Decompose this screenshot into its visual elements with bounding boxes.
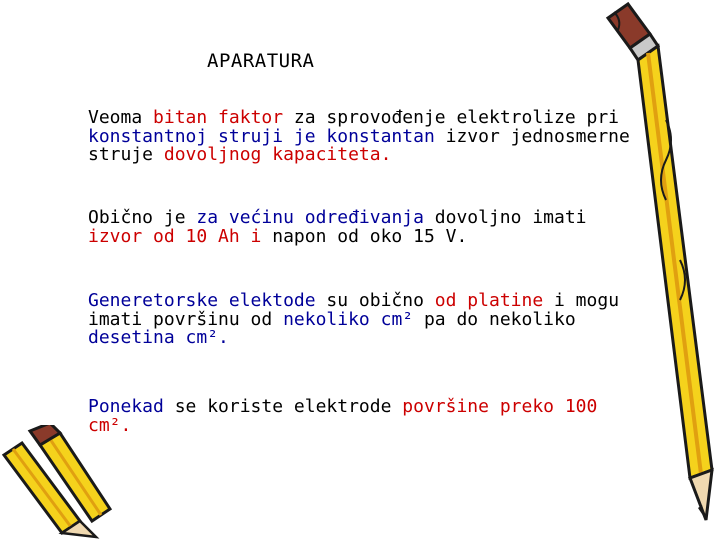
paragraph-3 [88,292,648,348]
paragraph-4 [88,398,648,435]
paragraph-1-part: bitan faktor [153,107,284,128]
paragraph-1-part: za sprovođenje elektrolize pri [283,107,620,128]
paragraph-1-part: Veoma [88,107,154,128]
paragraph-3-part: nekoliko cm² [283,308,414,330]
paragraph-1-part: dovoljnog kapaciteta. [163,144,392,165]
paragraph-1-part: konstantnoj struji je konstantan [88,125,435,147]
pencil-left-icon [0,425,115,540]
paragraph-2-part: Obično je [88,207,197,228]
paragraph-4-part: površine preko 100 cm². [88,396,598,436]
paragraph-1 [88,109,648,165]
paragraph-3-part: od platine [434,290,544,311]
paragraph-4-part: se koriste elektrode [163,396,403,417]
paragraph-2-part: za većinu određivanja [196,207,424,228]
slide-title: APARATURA [207,50,315,72]
paragraph-3-part: i mogu imati površinu od [88,290,620,330]
paragraph-2-part: izvor od 10 Ah i [88,225,262,247]
paragraph-2 [88,209,648,246]
paragraph-2-part: dovoljno imati [423,207,587,228]
paragraph-4-part: Ponekad [88,396,164,417]
paragraph-3-part: su obično [315,290,435,311]
paragraph-3-part: pa do nekoliko [413,308,576,330]
paragraph-3-part: desetina cm². [88,327,229,348]
paragraph-1-part: izvor jednosmerne struje [88,125,630,165]
paragraph-2-part: napon od oko 15 V. [261,225,468,247]
paragraph-3-part: Generetorske elektode [88,290,316,311]
pencil-right-icon [600,0,718,540]
